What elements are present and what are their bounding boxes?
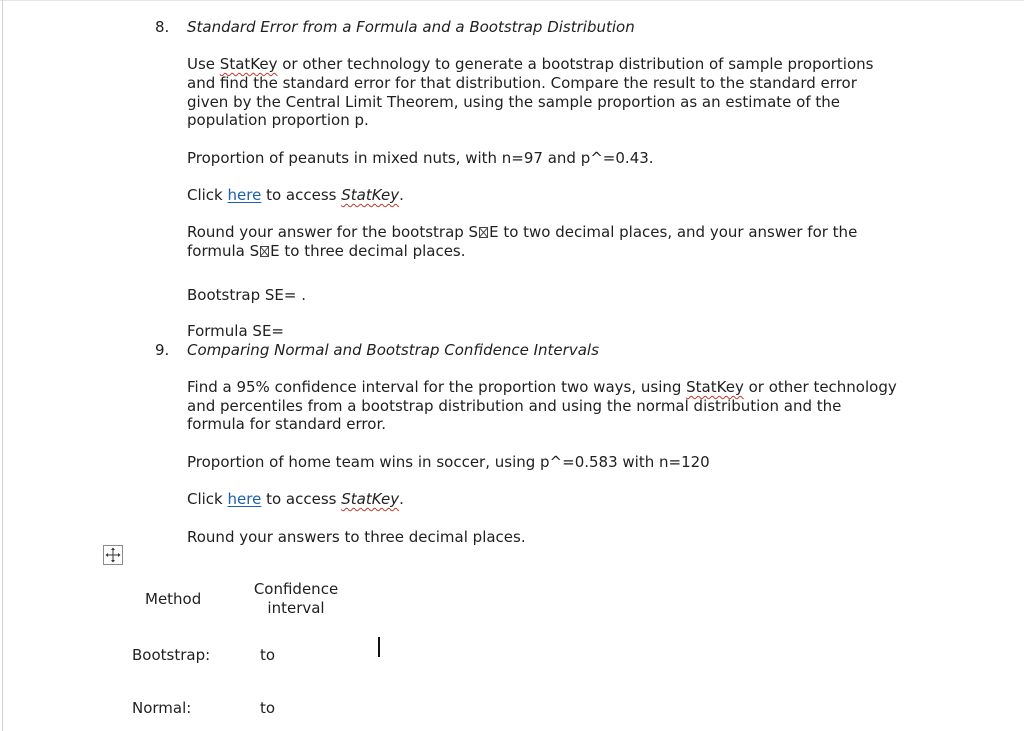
missing-glyph-icon bbox=[260, 246, 269, 257]
page-top-border bbox=[0, 0, 1024, 1]
q9-click-end: . bbox=[399, 490, 404, 508]
q8-title: Standard Error from a Formula and a Bootstrap Distribution bbox=[187, 18, 635, 36]
q8-click-line bbox=[187, 186, 404, 205]
bootstrap-se-line bbox=[187, 286, 306, 305]
q8-round-line2-b: E to three decimal places. bbox=[270, 242, 466, 260]
q9-intro-line1 bbox=[187, 378, 897, 397]
bootstrap-se-value[interactable]: . bbox=[301, 286, 307, 304]
move-icon[interactable] bbox=[103, 545, 123, 565]
q8-intro-line2: and find the standard error for that distribution. Compare the result to the standard error bbox=[187, 74, 857, 92]
q9-click-pre: Click bbox=[187, 490, 228, 508]
q8-click-mid: to access bbox=[261, 186, 342, 204]
q8-click-end: . bbox=[399, 186, 404, 204]
q8-intro-line3: given by the Central Limit Theorem, using the sample proportion as an estimate of the bbox=[187, 93, 840, 111]
q9-intro-pre: Find a 95% confidence interval for the proportion two ways, using bbox=[187, 378, 687, 396]
q8-prompt: Proportion of peanuts in mixed nuts, with n=97 and p^=0.43. bbox=[187, 149, 654, 167]
q8-here-link[interactable]: here bbox=[227, 186, 262, 204]
text-cursor bbox=[378, 637, 380, 657]
formula-se-label: Formula SE= bbox=[187, 322, 284, 340]
q9-click-line bbox=[187, 490, 404, 509]
q8-intro-line1-post: or other technology to generate a bootstrap distribution of sample proportions bbox=[277, 55, 874, 73]
bootstrap-se-label: Bootstrap SE= bbox=[187, 286, 297, 304]
row-bootstrap-to: to bbox=[260, 646, 276, 664]
statkey-name: StatKey bbox=[219, 55, 278, 73]
q9-number: 9. bbox=[155, 341, 170, 359]
q9-here-link[interactable]: here bbox=[227, 490, 262, 508]
q8-intro-pre: Use bbox=[187, 55, 220, 73]
table-header-ci-line1: Confidence bbox=[253, 580, 339, 598]
q9-round-instruction: Round your answers to three decimal places. bbox=[187, 528, 526, 546]
table-header-ci-line2: interval bbox=[267, 599, 325, 617]
row-bootstrap-method: Bootstrap: bbox=[132, 646, 211, 664]
q9-statkey-italic: StatKey bbox=[341, 490, 400, 508]
q8-statkey-italic: StatKey bbox=[341, 186, 400, 204]
q9-intro-line1-post: or other technology bbox=[743, 378, 897, 396]
q9-intro-line3: formula for standard error. bbox=[187, 415, 387, 433]
statkey-name: StatKey bbox=[686, 378, 744, 396]
q8-click-pre: Click bbox=[187, 186, 228, 204]
table-header-method: Method bbox=[145, 590, 202, 608]
q8-round-line1 bbox=[187, 223, 857, 242]
page-left-border bbox=[2, 0, 3, 731]
q9-click-mid: to access bbox=[261, 490, 342, 508]
q8-round-line2 bbox=[187, 242, 466, 261]
q8-intro-line4: population proportion p. bbox=[187, 111, 369, 129]
missing-glyph-icon bbox=[479, 227, 488, 238]
q9-title: Comparing Normal and Bootstrap Confidence Intervals bbox=[187, 341, 599, 359]
row-normal-method: Normal: bbox=[132, 699, 192, 717]
q8-number: 8. bbox=[155, 18, 170, 36]
q9-prompt: Proportion of home team wins in soccer, using p^=0.583 with n=120 bbox=[187, 453, 710, 471]
q8-round-line1-a: Round your answer for the bootstrap S bbox=[187, 223, 479, 241]
q8-round-line2-a: formula S bbox=[187, 242, 260, 260]
q8-intro-line1 bbox=[187, 55, 873, 74]
q8-round-line1-b: E to two decimal places, and your answer for the bbox=[489, 223, 858, 241]
q9-intro-line2: and percentiles from a bootstrap distribution and using the normal distribution and the bbox=[187, 397, 842, 415]
row-normal-to: to bbox=[260, 699, 276, 717]
